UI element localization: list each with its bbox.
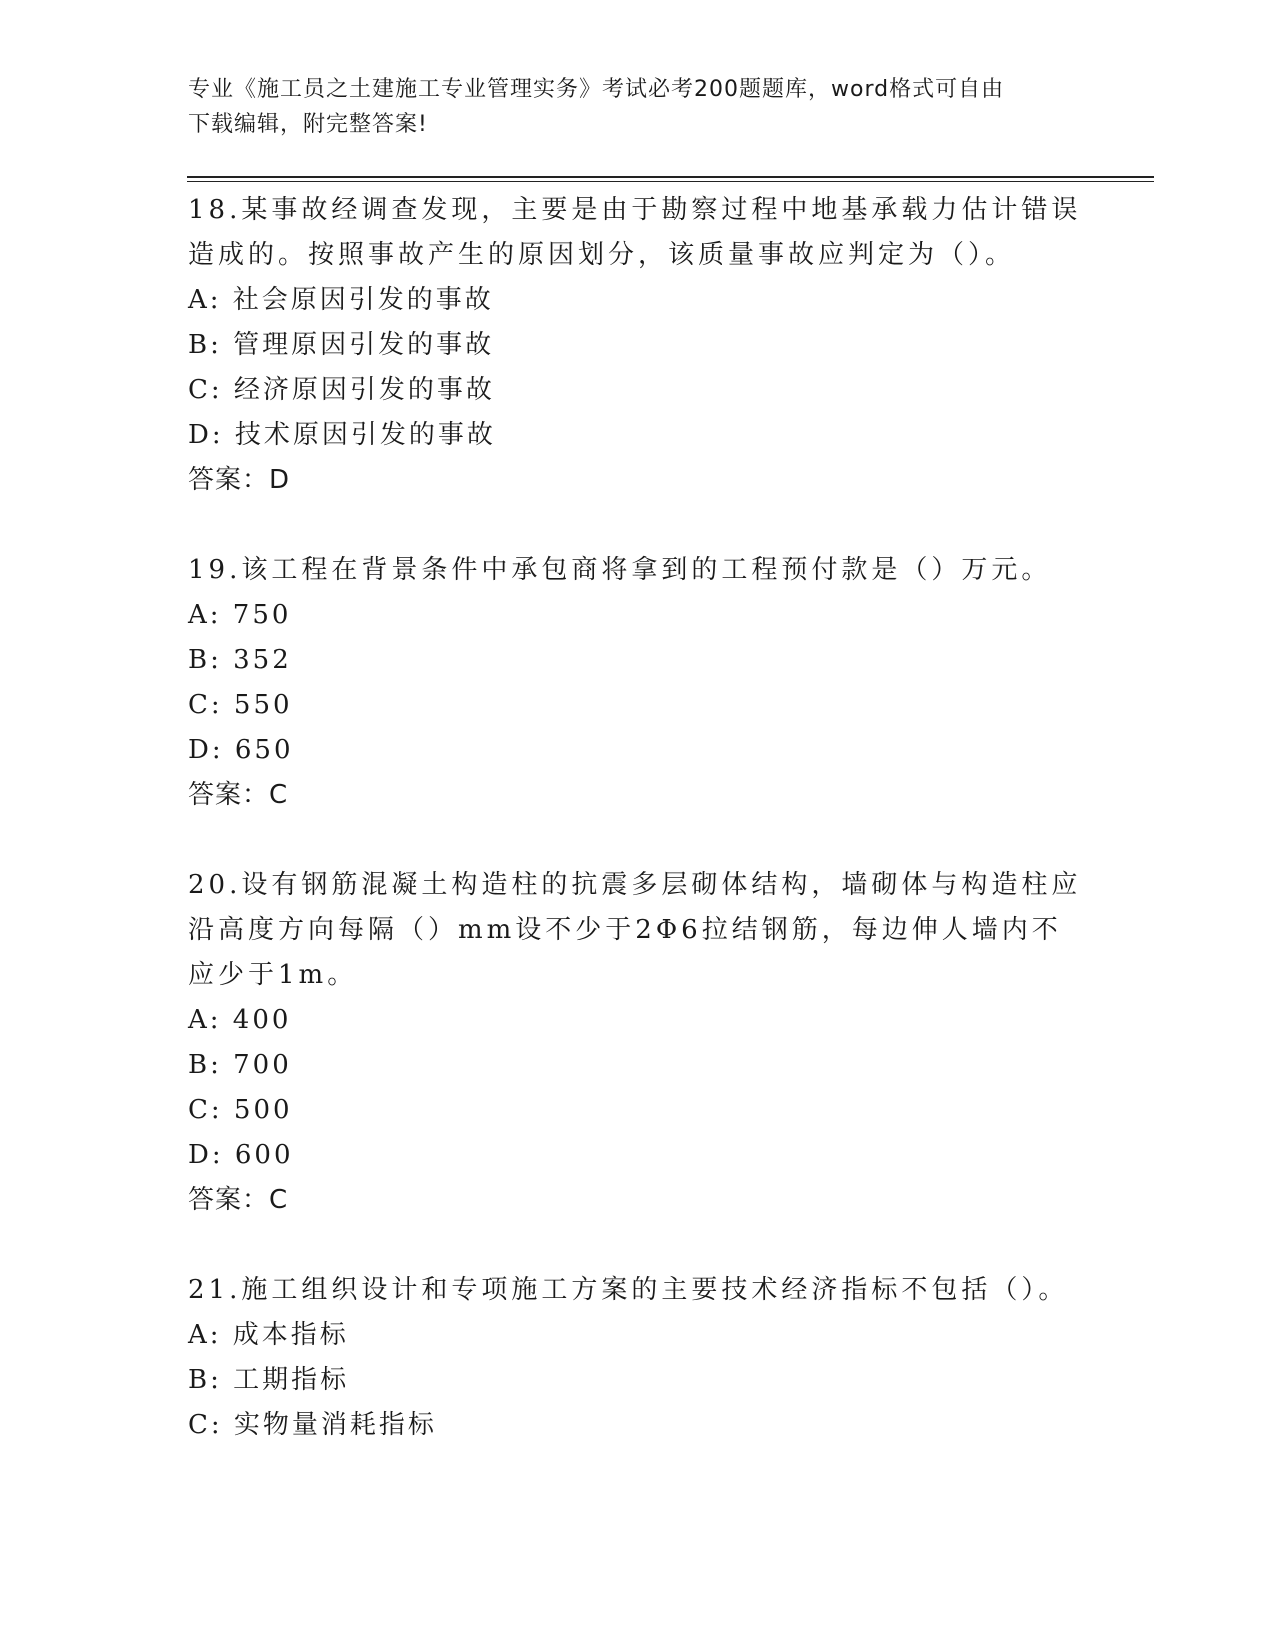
option-b: B: 700 [188, 1050, 292, 1080]
option-b: B: 352 [188, 645, 292, 675]
question-stem: 21.施工组织设计和专项施工方案的主要技术经济指标不包括（）。 [188, 1275, 1069, 1305]
option-b: B: 管理原因引发的事故 [188, 330, 495, 360]
question-list [188, 188, 1088, 1493]
option-a: A: 400 [188, 1005, 292, 1035]
option-a: A: 社会原因引发的事故 [188, 285, 494, 315]
option-c: C: 实物量消耗指标 [188, 1410, 437, 1440]
question-stem: 20.设有钢筋混凝土构造柱的抗震多层砌体结构，墙砌体与构造柱应沿高度方向每隔（）mm设不少于2Φ6拉结钢筋，每边伸人墙内不应少于1m。 [188, 870, 1082, 990]
option-d: D: 600 [188, 1140, 294, 1170]
option-c: C: 经济原因引发的事故 [188, 375, 495, 405]
option-c: C: 500 [188, 1095, 293, 1125]
question-19 [188, 548, 1088, 818]
document-header [188, 72, 1068, 142]
option-d: D: 650 [188, 735, 294, 765]
question-20 [188, 863, 1088, 1223]
header-divider-thin [187, 181, 1154, 182]
question-21 [188, 1268, 1088, 1448]
header-line-2: 下载编辑，附完整答案! [188, 112, 428, 137]
answer-line: 答案：D [188, 465, 291, 495]
question-18 [188, 188, 1088, 503]
header-line-1: 专业《施工员之土建施工专业管理实务》考试必考200题题库，word格式可自由 [188, 77, 1005, 102]
answer-line: 答案：C [188, 1185, 289, 1215]
option-c: C: 550 [188, 690, 293, 720]
question-stem: 18.某事故经调查发现，主要是由于勘察过程中地基承载力估计错误造成的。按照事故产生的原因划分，该质量事故应判定为（）。 [188, 195, 1082, 270]
question-stem: 19.该工程在背景条件中承包商将拿到的工程预付款是（）万元。 [188, 555, 1052, 585]
answer-line: 答案：C [188, 780, 289, 810]
option-d: D: 技术原因引发的事故 [188, 420, 496, 450]
header-divider-thick [187, 176, 1154, 178]
option-a: A: 成本指标 [188, 1320, 349, 1350]
option-a: A: 750 [188, 600, 292, 630]
option-b: B: 工期指标 [188, 1365, 350, 1395]
